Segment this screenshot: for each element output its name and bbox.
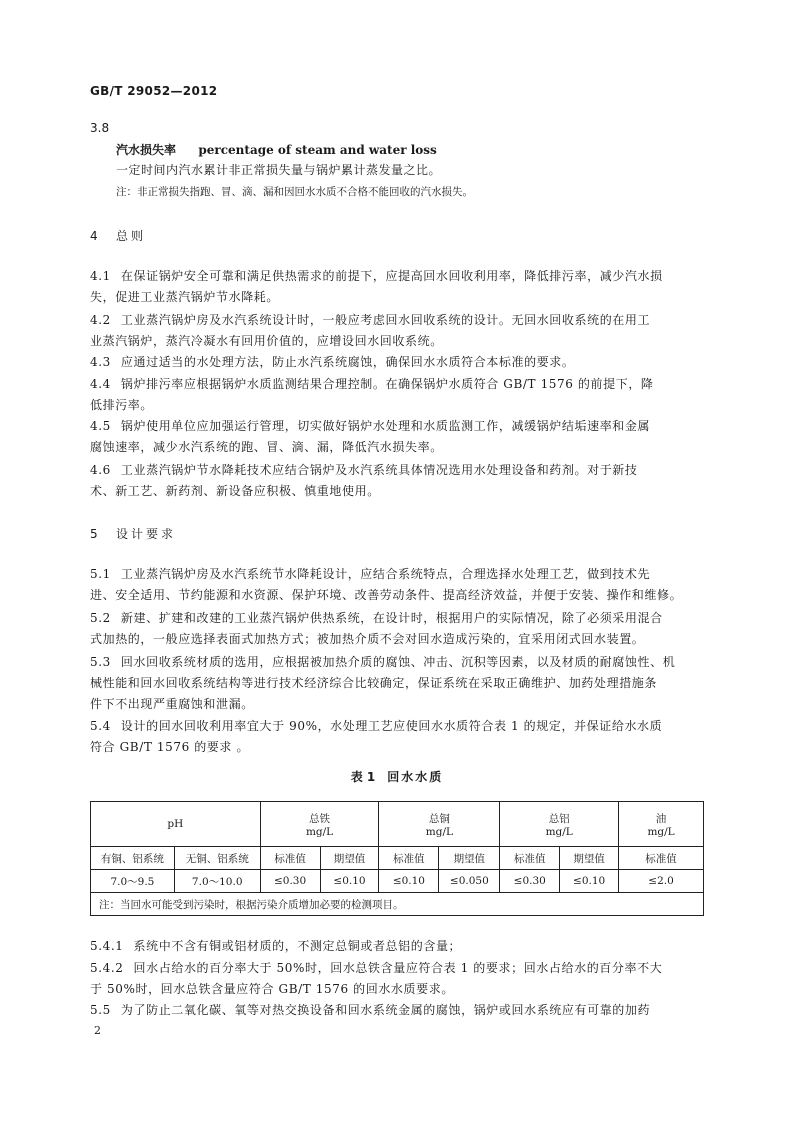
paragraph-line: 腐蚀速率，减少水汽系统的跑、冒、滴、漏，降低汽水损失率。 [90,440,443,454]
page-number: 2 [94,1024,101,1037]
value-cell: ≤0.30 [260,870,320,893]
paragraph-number: 5.5 [90,1003,111,1017]
section-4-number: 4 [90,229,98,243]
table-note: 注：当回水可能受到污染时，根据污染介质增加必要的检测项目。 [91,893,704,916]
group-header-oil [619,802,704,847]
paragraph-5-1 [90,564,704,606]
term-title-en: percentage of steam and water loss [198,143,437,157]
paragraph-line: 工业蒸汽锅炉节水降耗技术应结合锅炉及水汽系统具体情况选用水处理设备和药剂。对于新技 [120,463,638,477]
group-header-aluminum [500,802,619,847]
table-1-caption-number: 表 1 [350,770,376,784]
group-header-iron [260,802,379,847]
paragraph-line: 工业蒸汽锅炉房及水汽系统设计时，一般应考虑回水回收系统的设计。无回水回收系统的在用工 [120,313,651,327]
paragraph-5-4-2 [90,958,704,1000]
standard-header: GB/T 29052—2012 [90,84,218,98]
paragraph-line: 设计的回水回收利用率宜大于 90%，水处理工艺应使回水水质符合表 1 的规定，并保证给水水质 [120,719,663,733]
paragraph-4-2 [90,310,704,352]
subheader-cell: 标准值 [379,847,439,870]
paragraph-4-3 [90,352,704,373]
paragraph-number: 5.3 [90,655,111,669]
paragraph-line: 件下不出现严重腐蚀和泄漏。 [90,697,254,711]
paragraph-line: 工业蒸汽锅炉房及水汽系统节水降耗设计，应结合系统特点，合理选择水处理工艺，做到技术先 [120,567,651,581]
paragraph-5-5 [90,1000,704,1021]
paragraph-line: 符合 GB/T 1576 的要求 。 [90,740,250,754]
group-name: 总铁 [309,812,331,825]
paragraph-number: 4.2 [90,313,111,327]
section-5-heading [90,524,176,544]
group-name: 油 [655,812,667,825]
section-5-title: 设计要求 [116,527,177,541]
group-unit: mg/L [305,825,334,838]
term-title-cn: 汽水损失率 [116,143,177,157]
paragraph-line: 锅炉使用单位应加强运行管理，切实做好锅炉水处理和水质监测工作，减缓锅炉结垢速率和金属 [120,419,651,433]
group-name: 总铜 [428,812,450,825]
paragraph-5-3 [90,652,704,715]
value-cell: ≤0.10 [560,870,619,893]
subheader-cell: 无铜、铝系统 [174,847,260,870]
paragraph-line: 为了防止二氧化碳、氧等对热交换设备和回水系统金属的腐蚀，锅炉或回水系统应有可靠的加药 [120,1003,651,1017]
group-unit: mg/L [545,825,573,838]
paragraph-number: 4.4 [90,377,111,391]
group-unit: mg/L [647,825,675,838]
paragraph-line: 低排污率。 [90,398,154,412]
paragraph-5-2 [90,608,704,650]
paragraph-line: 应通过适当的水处理方法，防止水汽系统腐蚀，确保回水水质符合本标准的要求。 [120,355,575,369]
table-note-row [91,893,704,916]
paragraph-4-6 [90,460,704,502]
paragraph-line: 回水占给水的百分率大于 50%时，回水总铁含量应符合表 1 的要求；回水占给水的百分率不大 [133,961,663,975]
subheader-cell: 期望值 [560,847,619,870]
table-1-caption-title: 回水水质 [387,770,444,784]
section-4-heading [90,226,146,246]
paragraph-number: 5.4 [90,719,111,733]
paragraph-line: 业蒸汽锅炉，蒸汽冷凝水有回用价值的，应增设回水回收系统。 [90,334,443,348]
table-header-row [91,802,704,847]
paragraph-number: 5.4.1 [90,939,124,953]
value-cell: 7.0～10.0 [174,870,260,893]
table-1 [90,801,704,916]
term-note: 注：非正常损失指跑、冒、滴、漏和因回水水质不合格不能回收的汽水损失。 [116,186,473,198]
term-definition: 一定时间内汽水累计非正常损失量与锅炉累计蒸发量之比。 [116,163,442,177]
paragraph-number: 4.1 [90,269,111,283]
paragraph-line: 失，促进工业蒸汽锅炉节水降耗。 [90,290,280,304]
paragraph-line: 术、新工艺、新药剂、新设备应积极、慎重地使用。 [90,484,380,498]
paragraph-line: 进、安全适用、节约能源和水资源、保护环境、改善劳动条件、提高经济效益，并便于安装、操作和维修。 [90,588,683,602]
paragraph-5-4-1 [90,936,704,957]
paragraph-line: 回水回收系统材质的选用，应根据被加热介质的腐蚀、冲击、沉积等因素，以及材质的耐腐蚀性、机 [120,655,676,669]
group-name: 总铝 [548,812,570,825]
value-cell: 7.0～9.5 [91,870,175,893]
paragraph-number: 4.3 [90,355,111,369]
paragraph-line: 械性能和回水回收系统结构等进行技术经济综合比较确定，保证系统在采取正确维护、加药处理措施条 [90,676,658,690]
value-cell: ≤2.0 [619,870,704,893]
subheader-cell: 期望值 [439,847,500,870]
paragraph-number: 4.5 [90,419,111,433]
section-5-number: 5 [90,527,98,541]
paragraph-line: 系统中不含有铜或铝材质的，不测定总铜或者总铝的含量； [133,939,462,953]
paragraph-line: 于 50%时，回水总铁含量应符合 GB/T 1576 的回水水质要求。 [90,982,454,996]
subheader-cell: 有铜、铝系统 [91,847,175,870]
paragraph-number: 5.1 [90,567,111,581]
table-1-caption [0,768,794,785]
subheader-cell: 标准值 [619,847,704,870]
table-row [91,870,704,893]
subheader-cell: 标准值 [260,847,320,870]
value-cell: ≤0.050 [439,870,500,893]
value-cell: ≤0.10 [320,870,379,893]
group-unit: mg/L [425,825,453,838]
paragraph-line: 在保证锅炉安全可靠和满足供热需求的前提下，应提高回水回收利用率，降低排污率，减少汽水损 [120,269,663,283]
paragraph-number: 5.2 [90,611,111,625]
term-number: 3.8 [90,121,110,135]
paragraph-number: 4.6 [90,463,111,477]
section-4-title: 总则 [116,229,147,243]
paragraph-line: 锅炉排污率应根据锅炉水质监测结果合理控制。在确保锅炉水质符合 GB/T 1576 的前提下，降 [120,377,654,391]
value-cell: ≤0.30 [500,870,560,893]
paragraph-5-4 [90,716,704,758]
term-title [116,140,437,160]
paragraph-4-1 [90,266,704,308]
group-header-copper [379,802,500,847]
paragraph-line: 新建、扩建和改建的工业蒸汽锅炉供热系统，在设计时，根据用户的实际情况，除了必须采用混合 [120,611,663,625]
paragraph-number: 5.4.2 [90,961,124,975]
paragraph-4-5 [90,416,704,458]
paragraph-line: 式加热的，一般应选择表面式加热方式；被加热介质不会对回水造成污染的，宜采用闭式回水装置。 [90,632,645,646]
table-subheader-row [91,847,704,870]
subheader-cell: 标准值 [500,847,560,870]
paragraph-4-4 [90,374,704,416]
value-cell: ≤0.10 [379,870,439,893]
subheader-cell: 期望值 [320,847,379,870]
ph-header: pH [91,802,261,847]
